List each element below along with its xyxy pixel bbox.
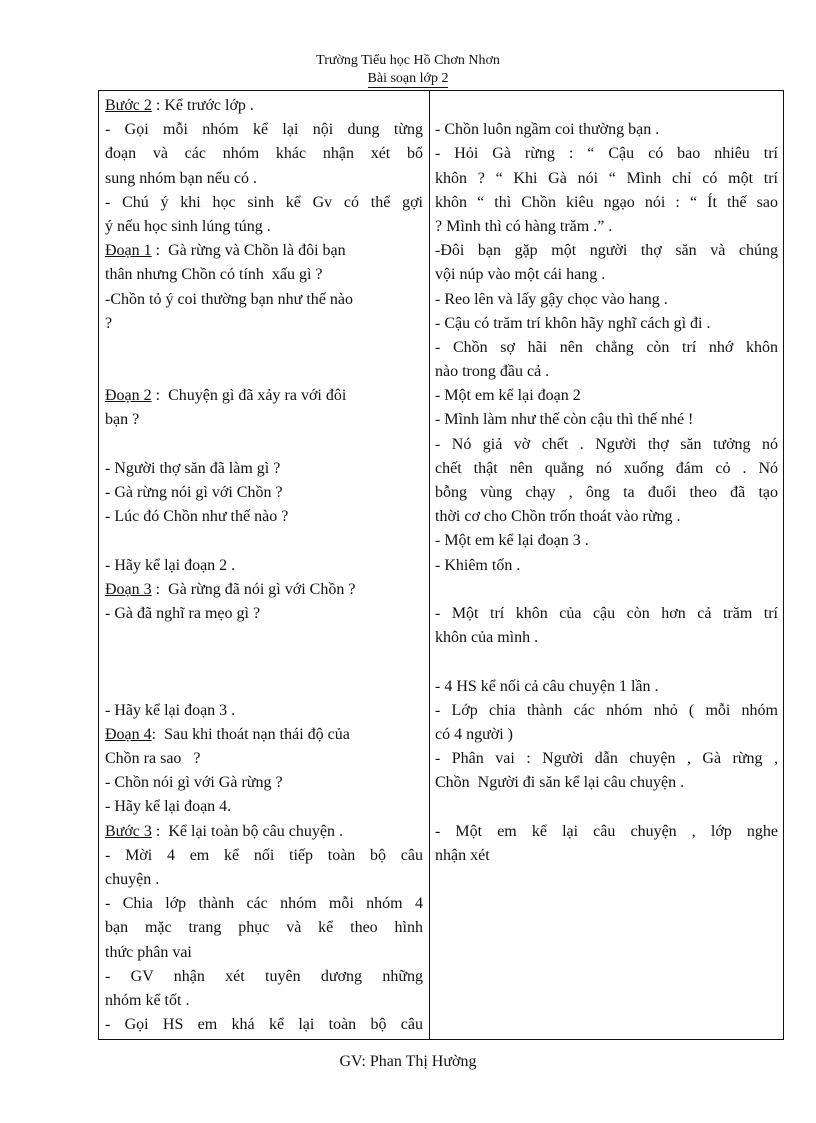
text-line xyxy=(435,795,778,819)
text-line: thời cơ cho Chồn trốn thoát vào rừng . xyxy=(435,508,681,526)
text-line: sung nhóm bạn nếu có . xyxy=(105,169,257,187)
text-line xyxy=(105,433,423,457)
section-heading-text: : Sau khi thoát nạn thái độ của xyxy=(151,725,350,743)
text-line: nhận xét xyxy=(435,846,490,864)
section-heading: Đoạn 1 xyxy=(105,242,152,260)
teacher-signature: GV: Phan Thị Hường xyxy=(339,1053,477,1070)
text-line: thức phân vai xyxy=(105,943,192,961)
text-line: có 4 người ) xyxy=(435,725,514,743)
text-line: chết thật nên quẳng nó xuống đám cỏ . Nó xyxy=(435,459,778,477)
text-line: ý nếu học sinh lúng túng . xyxy=(105,217,271,235)
text-line xyxy=(105,650,423,674)
text-line: - Reo lên và lấy gậy chọc vào hang . xyxy=(435,290,668,308)
text-line xyxy=(105,360,423,384)
text-line xyxy=(435,578,778,602)
text-line: - Lúc đó Chồn như thế nào ? xyxy=(105,508,289,526)
text-line: - Người thợ săn đã làm gì ? xyxy=(105,459,281,477)
section-heading: Đoạn 3 xyxy=(105,580,152,598)
school-name: Trường Tiểu học Hồ Chơn Nhơn xyxy=(316,53,500,68)
text-line: - 4 HS kể nối cả câu chuyện 1 lần . xyxy=(435,677,659,695)
section-heading: Bước 3 xyxy=(105,822,152,840)
text-line: khôn ? “ Khi Gà nói “ Mình chỉ có một trí xyxy=(435,169,778,187)
text-line xyxy=(105,626,423,650)
text-line: - Hãy kể lại đoạn 4. xyxy=(105,798,232,816)
section-heading: Đoạn 4 xyxy=(105,725,152,743)
text-line xyxy=(105,578,423,602)
text-line xyxy=(105,336,423,360)
text-line: bạn mặc trang phục và kể theo hình xyxy=(105,919,423,937)
lesson-subtitle: Bài soạn lớp 2 xyxy=(367,71,449,86)
text-line: bỗng vùng chạy , ông ta đuổi theo đã tạo xyxy=(435,484,778,501)
text-line: -Đôi bạn gặp một người thợ săn và chúng xyxy=(435,242,778,260)
text-line: - Gọi mỗi nhóm kể lại nội dung từng xyxy=(105,121,423,139)
text-line: ? xyxy=(105,314,113,332)
text-line: - Lớp chia thành các nhóm nhỏ ( mỗi nhóm xyxy=(435,701,778,719)
text-line: - Mời 4 em kể nối tiếp toàn bộ câu xyxy=(105,846,423,864)
text-line: - Gà đã nghĩ ra mẹo gì ? xyxy=(105,604,261,622)
text-line: đoạn và các nhóm khác nhận xét bổ xyxy=(105,145,423,163)
document-header xyxy=(0,52,816,88)
text-line: - GV nhận xét tuyên dương những xyxy=(105,967,423,985)
teacher-activities-column xyxy=(105,94,423,1037)
text-line: - Chồn nói gì với Gà rừng ? xyxy=(105,774,283,792)
section-heading-text: : Kể trước lớp . xyxy=(151,97,254,114)
text-line: - Một em kể lại đoạn 2 xyxy=(435,387,581,405)
column-divider xyxy=(429,91,430,1039)
text-line: chuyện . xyxy=(105,871,160,888)
text-line: nhóm kể tốt . xyxy=(105,991,190,1009)
text-line: - Một em kể lại câu chuyện , lớp nghe xyxy=(435,822,778,840)
text-line: - Gọi HS em khá kể lại toàn bộ câu xyxy=(105,1016,423,1034)
text-line: khôn của mình . xyxy=(435,629,539,647)
student-activities-column xyxy=(435,94,778,868)
text-line: - Chia lớp thành các nhóm mỗi nhóm 4 xyxy=(105,895,423,913)
text-line: - Mình làm như thế còn cậu thì thế nhé ! xyxy=(435,411,694,429)
section-heading-text: : Chuyện gì đã xảy ra với đôi xyxy=(151,387,347,405)
text-line: - Chồn sợ hãi nên chẳng còn trí nhớ khôn xyxy=(435,338,778,356)
text-line: - Gà rừng nói gì với Chồn ? xyxy=(105,484,283,501)
text-line: vội núp vào một cái hang . xyxy=(435,266,606,284)
text-line: - Phân vai : Người dẫn chuyện , Gà rừng , xyxy=(435,750,778,768)
text-line: - Hãy kể lại đoạn 2 . xyxy=(105,556,236,574)
text-line: - Một trí khôn của cậu còn hơn cả trăm trí xyxy=(435,604,778,622)
section-heading-text: : Gà rừng và Chồn là đôi bạn xyxy=(151,242,346,260)
text-line: - Hỏi Gà rừng : “ Cậu có bao nhiêu trí xyxy=(435,145,778,163)
text-line: thân nhưng Chồn có tính xấu gì ? xyxy=(105,266,323,284)
text-line xyxy=(105,529,423,553)
text-line: nào trong đầu cả . xyxy=(435,363,550,381)
text-line xyxy=(435,94,778,118)
section-heading: Bước 2 xyxy=(105,97,152,114)
text-line: - Khiêm tốn . xyxy=(435,556,521,574)
text-line xyxy=(105,723,423,747)
section-heading-text: : Gà rừng đã nói gì với Chồn ? xyxy=(151,580,356,598)
text-line: - Một em kể lại đoạn 3 . xyxy=(435,532,589,550)
text-line: ? Mình thì có hàng trăm .” . xyxy=(435,217,613,235)
text-line: bạn ? xyxy=(105,411,140,429)
text-line: - Chú ý khi học sinh kể Gv có thể gợi xyxy=(105,193,423,211)
section-heading: Đoạn 2 xyxy=(105,387,152,405)
text-line: - Cậu có trăm trí khôn hãy nghĩ cách gì đi . xyxy=(435,314,711,332)
text-line: -Chồn tỏ ý coi thường bạn như thế nào xyxy=(105,290,353,308)
text-line xyxy=(105,384,423,408)
text-line: - Hãy kể lại đoạn 3 . xyxy=(105,701,236,719)
text-line: - Nó giả vờ chết . Người thợ săn tưởng nó xyxy=(435,435,778,453)
text-line xyxy=(105,239,423,263)
text-line xyxy=(105,675,423,699)
section-heading-text: : Kể lại toàn bộ câu chuyện . xyxy=(151,822,343,840)
text-line: khôn “ thì Chồn kiêu ngạo nói : “ Ít thế sao xyxy=(435,193,778,211)
text-line xyxy=(105,94,423,118)
text-line xyxy=(435,650,778,674)
text-line: Chồn ra sao ? xyxy=(105,750,201,768)
text-line xyxy=(105,820,423,844)
text-line: - Chồn luôn ngầm coi thường bạn . xyxy=(435,121,660,139)
lesson-table xyxy=(98,90,784,1040)
text-line: Chồn Người đi săn kể lại câu chuyện . xyxy=(435,774,685,792)
